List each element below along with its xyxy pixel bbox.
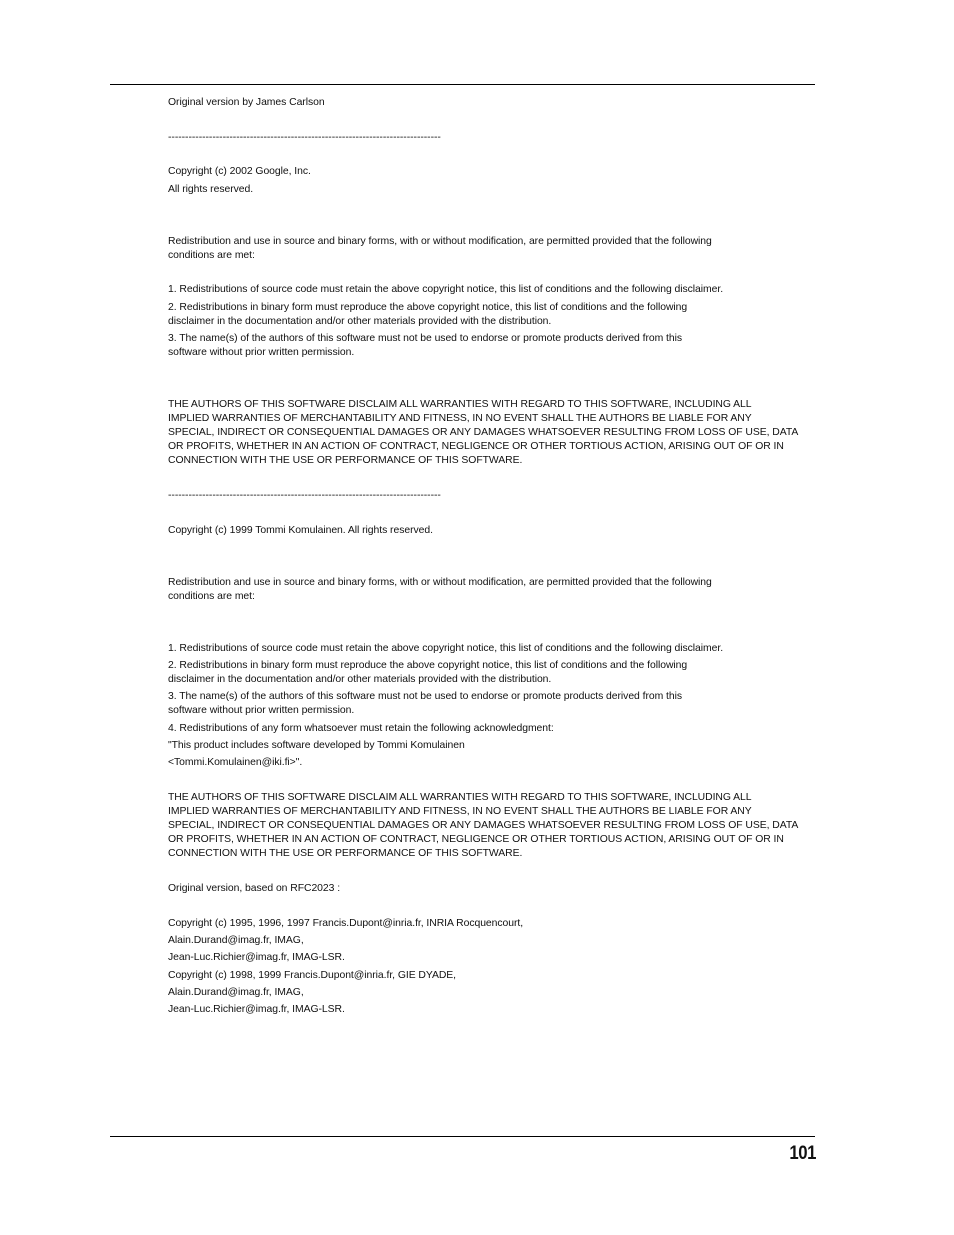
text-line: Copyright (c) 1995, 1996, 1997 Francis.Dupont@inria.fr, INRIA Rocquencourt, bbox=[168, 918, 524, 929]
text-line: SPECIAL, INDIRECT OR CONSEQUENTIAL DAMAGES OR ANY DAMAGES WHATSOEVER RESULTING FROM LOSS OF USE, DATA bbox=[168, 427, 799, 438]
text-line: 4. Redistributions of any form whatsoever must retain the following acknowledgment: bbox=[168, 723, 554, 734]
text-line: 3. The name(s) of the authors of this software must not be used to endorse or promote products derived from this bbox=[168, 333, 683, 344]
text-line: Copyright (c) 1998, 1999 Francis.Dupont@inria.fr, GIE DYADE, bbox=[168, 970, 457, 981]
text-line: disclaimer in the documentation and/or other materials provided with the distribution. bbox=[168, 316, 552, 327]
text-line: Jean-Luc.Richier@imag.fr, IMAG-LSR. bbox=[168, 1004, 345, 1015]
text-line: conditions are met: bbox=[168, 591, 255, 602]
text-line: OR PROFITS, WHETHER IN AN ACTION OF CONTRACT, NEGLIGENCE OR OTHER TORTIOUS ACTION, ARISING OUT OF OR IN bbox=[168, 441, 784, 452]
text-line: 1. Redistributions of source code must retain the above copyright notice, this list of conditions and the following disclaimer. bbox=[168, 643, 724, 654]
text-line: CONNECTION WITH THE USE OR PERFORMANCE OF THIS SOFTWARE. bbox=[168, 455, 523, 466]
text-line: Redistribution and use in source and binary forms, with or without modification, are permitted provided that the following bbox=[168, 577, 712, 588]
text-line: Alain.Durand@imag.fr, IMAG, bbox=[168, 987, 304, 998]
text-line: software without prior written permission. bbox=[168, 705, 355, 716]
footer-rule bbox=[110, 1136, 815, 1137]
text-line: THE AUTHORS OF THIS SOFTWARE DISCLAIM ALL WARRANTIES WITH REGARD TO THIS SOFTWARE, INCLUDING ALL bbox=[168, 792, 752, 803]
text-line: Original version by James Carlson bbox=[168, 97, 325, 108]
text-line: SPECIAL, INDIRECT OR CONSEQUENTIAL DAMAGES OR ANY DAMAGES WHATSOEVER RESULTING FROM LOSS OF USE, DATA bbox=[168, 820, 799, 831]
text-line: 3. The name(s) of the authors of this software must not be used to endorse or promote products derived from this bbox=[168, 691, 683, 702]
text-line: disclaimer in the documentation and/or other materials provided with the distribution. bbox=[168, 674, 552, 685]
separator-line: -------------------------------------------------------------------------------- bbox=[168, 132, 441, 143]
text-line: software without prior written permission. bbox=[168, 347, 355, 358]
text-line: Original version, based on RFC2023 : bbox=[168, 883, 341, 894]
text-line: IMPLIED WARRANTIES OF MERCHANTABILITY AND FITNESS, IN NO EVENT SHALL THE AUTHORS BE LIABLE FOR ANY bbox=[168, 413, 752, 424]
text-line: All rights reserved. bbox=[168, 184, 254, 195]
separator-line: -------------------------------------------------------------------------------- bbox=[168, 490, 441, 501]
text-line: "This product includes software developed by Tommi Komulainen bbox=[168, 740, 465, 751]
text-line: Redistribution and use in source and binary forms, with or without modification, are permitted provided that the following bbox=[168, 236, 712, 247]
text-line: <Tommi.Komulainen@iki.fi>". bbox=[168, 757, 303, 768]
text-line: OR PROFITS, WHETHER IN AN ACTION OF CONTRACT, NEGLIGENCE OR OTHER TORTIOUS ACTION, ARISING OUT OF OR IN bbox=[168, 834, 784, 845]
text-line: THE AUTHORS OF THIS SOFTWARE DISCLAIM ALL WARRANTIES WITH REGARD TO THIS SOFTWARE, INCLUDING ALL bbox=[168, 399, 752, 410]
text-line: Jean-Luc.Richier@imag.fr, IMAG-LSR. bbox=[168, 952, 345, 963]
text-line: 2. Redistributions in binary form must reproduce the above copyright notice, this list of conditions and the following bbox=[168, 660, 688, 671]
text-line: Copyright (c) 1999 Tommi Komulainen. All rights reserved. bbox=[168, 525, 433, 536]
header-rule bbox=[110, 84, 815, 85]
text-line: 2. Redistributions in binary form must reproduce the above copyright notice, this list of conditions and the following bbox=[168, 302, 688, 313]
text-line: IMPLIED WARRANTIES OF MERCHANTABILITY AND FITNESS, IN NO EVENT SHALL THE AUTHORS BE LIABLE FOR ANY bbox=[168, 806, 752, 817]
text-line: Copyright (c) 2002 Google, Inc. bbox=[168, 166, 311, 177]
text-line: conditions are met: bbox=[168, 250, 255, 261]
text-line: Alain.Durand@imag.fr, IMAG, bbox=[168, 935, 304, 946]
text-line: 1. Redistributions of source code must retain the above copyright notice, this list of conditions and the following disclaimer. bbox=[168, 284, 724, 295]
text-line: CONNECTION WITH THE USE OR PERFORMANCE OF THIS SOFTWARE. bbox=[168, 848, 523, 859]
page-number: 101 bbox=[789, 1143, 816, 1164]
